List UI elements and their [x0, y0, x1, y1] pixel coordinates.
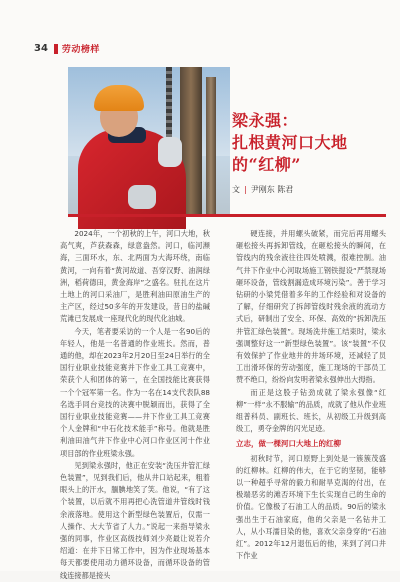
paragraph: 今天，笔者要采访的一个人是一名90后的年轻人，他是一名普通的作业班长。然而，普通的他，却在2023年2月20日至24日举行的全国行业职业技能竞赛并下作业工具工竞赛中，荣获个人和团体的第一，在全国技能比赛获得一个个冠军第一名。作为一名在14支代表队88名选手同台竞技的决赛中脱颖而出，获得了全国行业职业技能竞赛——井下作业工具工竞赛个人金牌和“中石化技术能手”称号。他就是胜利油田油气井下作业中心河口作业区河十作业项目部的作业班梁永强。: [60, 326, 210, 458]
paragraph: 而正是这股子钻劲成就了梁永强像“红柳”一样“永不服输”的品质，成就了他从作业班组普科员、副班长、班长，从初级工升级到高级工，勇夺金牌的闪光足迹。: [236, 387, 386, 434]
paragraph: 见到梁永强时，他正在安装“洗压井管汇绿色装置”，见到我们后，他从井口站起来，粗着眼头上的汗水，腼腆地笑了笑。他说，“有了这个装置，以后就不用再把心洗管道井管线时钱余液落地。使用这个新型绿色装置后，仅需一人操作、大大节省了人力。”说起一来指导梁永强的同事，作业区高级技师刘少亮最让说若介绍道：在井下日常工作中，因为作业现场基本每天都要使用动力循环设备，而循环设备的管线连接都是接头: [60, 460, 210, 580]
article-photo: [68, 67, 230, 215]
byline-label: 文: [232, 185, 240, 194]
title-divider: [68, 214, 386, 217]
section-name: 劳动榜样: [61, 45, 100, 55]
right-column: [236, 228, 386, 562]
section-subheading: 立志，做一棵河口大地上的红柳: [236, 439, 341, 449]
article-title: [232, 110, 382, 176]
title-line-3: 的“红柳”: [232, 155, 301, 174]
left-column: [60, 228, 210, 582]
paragraph: 硬连接，并用螺头破紧，而完后再用螺头砸松接头再拆卸管线，在砸松接头的瞬间，在管线内的残余液往往四处喷溅，很难控制。油气井下作业中心河取场施工钢铁提设“严禁现场砸环设备，管线割漏造成环境污染”。善于学习钻研的小梁凭借着多年的工作经验和对设备的了解，仔细研究了拆卸管线时残余液的流动方式后，研制出了安全、环保、高效的“拆卸洗压井管汇绿色装置”。现场洗井施工结束时，梁永强调整好这一“新型绿色装置”。该“装置”不仅有效保护了作业地井的井场环境，还减轻了员工出滑环保的劳动强度，施工现场的干部员工赞不绝口，纷纷向发明者梁永强伸出大拇指。: [236, 229, 386, 385]
paragraph: 初秋时节，河口原野上到处是一簇簇茂盛的红柳林。红柳的伟大，在于它的坚韧，能够以一种超乎寻常的毅力和耐旱克渴的付出，在极端恶劣的滩否环境下生长实现自己的生命的价值。它像极了石油工人的品质。90后的梁永强出生于石油家庭，他的父亲是一名钻井工人，从小耳濡目染的他，喜欢父亲身穿的“石油红”。2012年12月退伍后的他，来到了河口井下作业: [236, 453, 386, 561]
page-number: 34: [34, 43, 48, 54]
byline: 文 | 尹刚东 陈君: [232, 185, 294, 194]
section-marker: [54, 44, 58, 54]
title-line-1: 梁永强：: [232, 111, 299, 130]
title-line-2: 扎根黄河口大地: [232, 133, 348, 152]
paragraph: 2024年，一个初秋的上午，河口大地，秋高气爽，芦获森森，绿意盎然。河口，临河濒海，三面环水，东、北两面为大海环绕，南临黄河，一向有着“黄河故道、吾穿汉野、油润绿洲，稻荷德田，黄金海岸”之盛名。驻扎在这片土地上的河口采油厂，是胜利油田原油生产的主产区，经过50多年的开发建设，昔日的盐碱荒滩已发展成一座现代化的现代化油城。: [60, 229, 210, 324]
page-header: [34, 42, 100, 55]
byline-authors: 尹刚东 陈君: [250, 185, 294, 194]
